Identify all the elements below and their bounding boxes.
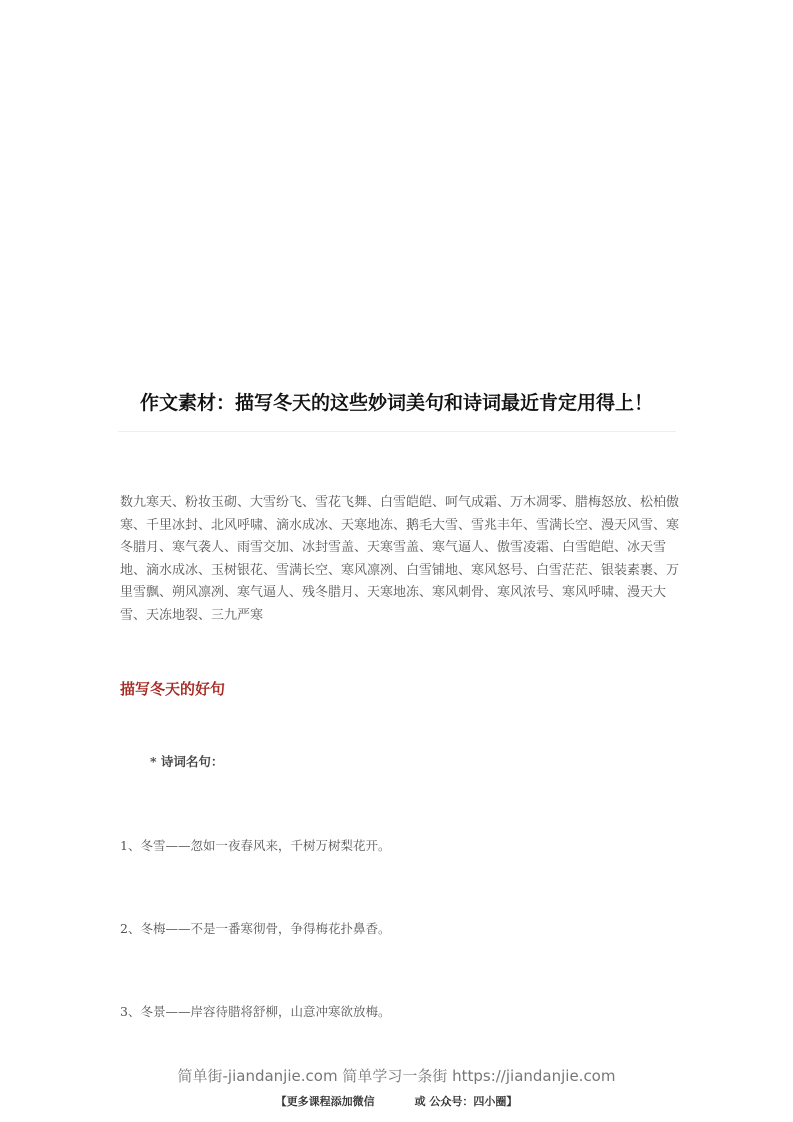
- watermark-overlay-left: 【更多课程添加微信: [275, 1095, 375, 1108]
- watermark-overlay-right: 或 公众号：四小圈】: [414, 1095, 518, 1108]
- section-heading: 描写冬天的好句: [120, 680, 226, 698]
- subheading: * 诗词名句：: [150, 754, 224, 769]
- poem-line-3: 3、冬景——岸容待腊将舒柳，山意冲寒欲放梅。: [120, 1004, 391, 1019]
- watermark: 简单街-jiandanjie.com 简单学习一条街 https://jiandanjie.com: [177, 1067, 616, 1085]
- divider: [118, 431, 676, 432]
- poem-line-2: 2、冬梅——不是一番寒彻骨，争得梅花扑鼻香。: [120, 921, 391, 936]
- word-list-paragraph: 数九寒天、粉妆玉砌、大雪纷飞、雪花飞舞、白雪皑皑、呵气成霜、万木凋零、腊梅怒放、松柏傲寒、千里冰封、北风呼啸、滴水成冰、天寒地冻、鹅毛大雪、雪兆丰年、雪满长空、漫天风雪、寒冬腊月、寒气袭人、雨雪交加、冰封雪盖、天寒雪盖、寒气逼人、傲雪凌霜、白雪皑皑、冰天雪地、滴水成冰、玉树银花、雪满长空、寒风凛冽、白雪铺地、寒风怒号、白雪茫茫、银装素裹、万里雪飘、朔风凛冽、寒气逼人、残冬腊月、天寒地冻、寒风刺骨、寒风浓号、寒风呼啸、漫天大雪、天冻地裂、三九严寒: [120, 495, 680, 623]
- watermark-overlay-row: [0, 1094, 793, 1110]
- article-title: 作文素材：描写冬天的这些妙词美句和诗词最近肯定用得上！: [139, 392, 653, 414]
- poem-line-1: 1、冬雪——忽如一夜春风来，千树万树梨花开。: [120, 838, 391, 853]
